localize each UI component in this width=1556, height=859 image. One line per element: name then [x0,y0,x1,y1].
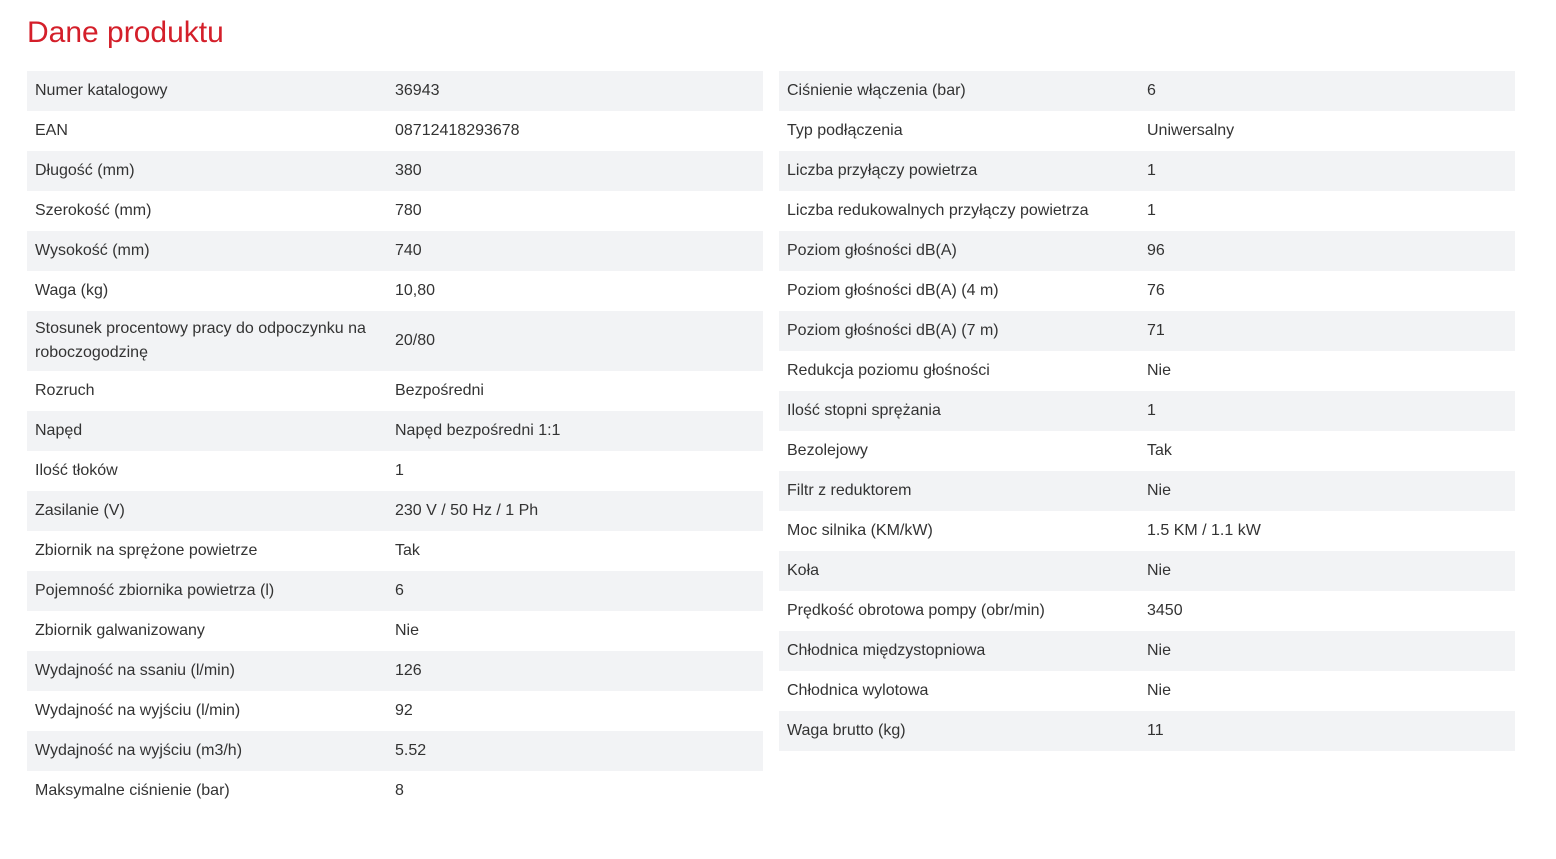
spec-value: 6 [1147,82,1156,99]
spec-row-waga-brutto [779,711,1515,751]
spec-value: 1 [1147,402,1156,419]
spec-value: Tak [1147,442,1172,459]
spec-value: 36943 [395,82,440,99]
spec-label: Poziom głośności dB(A) (4 m) [787,282,999,299]
spec-label: Prędkość obrotowa pompy (obr/min) [787,602,1045,619]
spec-row-zbiornik [27,531,763,571]
spec-value: Nie [1147,642,1172,659]
spec-row-liczba-przylaczy [779,151,1515,191]
spec-label: Napęd [35,422,83,439]
spec-value: 3450 [1147,602,1183,619]
spec-row-stosunek-pracy [27,311,763,371]
spec-value: 380 [395,162,422,179]
spec-row-cisnienie-wlaczenia [779,71,1515,111]
spec-value: 5.52 [395,742,427,759]
spec-table-right [779,71,1515,751]
spec-label: Ciśnienie włączenia (bar) [787,82,966,99]
spec-value: Nie [1147,482,1172,499]
spec-label: Rozruch [35,382,95,399]
spec-label: Poziom głośności dB(A) [787,242,957,259]
spec-value: Nie [395,622,420,639]
spec-row-wysokosc [27,231,763,271]
spec-value: Napęd bezpośredni 1:1 [395,422,561,439]
spec-row-wydajnosc-wyjscie-m3h [27,731,763,771]
spec-row-pojemnosc-zbiornika [27,571,763,611]
spec-row-redukcja-glosnosci [779,351,1515,391]
spec-table-left [27,71,763,811]
spec-row-numer-katalogowy [27,71,763,111]
spec-label: Pojemność zbiornika powietrza (l) [35,582,275,599]
page-title: Dane produktu [27,16,224,49]
spec-row-ean [27,111,763,151]
spec-value: 76 [1147,282,1165,299]
spec-row-chlodnica-wylotowa [779,671,1515,711]
spec-row-filtr-z-reduktorem [779,471,1515,511]
spec-label: Filtr z reduktorem [787,482,912,499]
spec-row-poziom-glosnosci-4m [779,271,1515,311]
spec-label: Chłodnica międzystopniowa [787,642,986,659]
spec-row-zbiornik-galwanizowany [27,611,763,651]
spec-label: Waga (kg) [35,282,109,299]
spec-row-chlodnica-miedzystopniowa [779,631,1515,671]
spec-label: Zbiornik na sprężone powietrze [35,542,258,559]
spec-label: Wysokość (mm) [35,242,150,259]
spec-value: Tak [395,542,420,559]
spec-row-maks-cisnienie [27,771,763,811]
spec-value: 96 [1147,242,1165,259]
spec-value: 71 [1147,322,1165,339]
spec-label: Koła [787,562,820,579]
spec-row-kola [779,551,1515,591]
spec-row-wydajnosc-ssanie [27,651,763,691]
spec-value: Uniwersalny [1147,122,1235,139]
spec-value: 6 [395,582,404,599]
spec-row-ilosc-stopni [779,391,1515,431]
spec-value: 126 [395,662,422,679]
spec-row-waga [27,271,763,311]
spec-value: 10,80 [395,282,436,299]
spec-value: 8 [395,782,404,799]
spec-value: Nie [1147,682,1172,699]
spec-label: Wydajność na wyjściu (l/min) [35,702,241,719]
spec-row-liczba-redukowalnych-przylaczy [779,191,1515,231]
spec-value: Bezpośredni [395,382,484,399]
spec-label: Liczba przyłączy powietrza [787,162,978,179]
spec-value: Nie [1147,562,1172,579]
spec-row-rozruch [27,371,763,411]
spec-label: Moc silnika (KM/kW) [787,522,933,539]
spec-label: Szerokość (mm) [35,202,152,219]
spec-label: Zasilanie (V) [35,502,125,519]
spec-row-typ-podlaczenia [779,111,1515,151]
spec-label: Zbiornik galwanizowany [35,622,205,639]
spec-label: Stosunek procentowy pracy do odpoczynku na roboczogodzinę [35,320,366,361]
spec-label: Wydajność na ssaniu (l/min) [35,662,235,679]
spec-row-poziom-glosnosci-7m [779,311,1515,351]
spec-row-naped [27,411,763,451]
spec-label: Typ podłączenia [787,122,903,139]
spec-value: 08712418293678 [395,122,520,139]
spec-value: 1 [395,462,404,479]
spec-row-wydajnosc-wyjscie-lmin [27,691,763,731]
spec-row-ilosc-tlokow [27,451,763,491]
spec-label: Numer katalogowy [35,82,168,99]
spec-value: 11 [1147,722,1164,739]
spec-row-poziom-glosnosci [779,231,1515,271]
spec-value: 1 [1147,162,1156,179]
spec-label: Poziom głośności dB(A) (7 m) [787,322,999,339]
spec-label: Waga brutto (kg) [787,722,906,739]
spec-label: Ilość stopni sprężania [787,402,941,419]
spec-label: Ilość tłoków [35,462,118,479]
spec-label: Bezolejowy [787,442,868,459]
spec-row-bezolejowy [779,431,1515,471]
spec-value: 20/80 [395,332,436,349]
spec-value: 230 V / 50 Hz / 1 Ph [395,502,539,519]
spec-label: EAN [35,122,68,139]
spec-label: Maksymalne ciśnienie (bar) [35,782,230,799]
spec-row-predkosc-obrotowa [779,591,1515,631]
spec-label: Długość (mm) [35,162,135,179]
spec-label: Wydajność na wyjściu (m3/h) [35,742,243,759]
spec-value: 1.5 KM / 1.1 kW [1147,522,1261,539]
spec-value: 1 [1147,202,1156,219]
spec-value: 780 [395,202,422,219]
spec-label: Redukcja poziomu głośności [787,362,990,379]
spec-row-zasilanie [27,491,763,531]
spec-value: Nie [1147,362,1172,379]
spec-row-dlugosc [27,151,763,191]
spec-label: Liczba redukowalnych przyłączy powietrza [787,202,1089,219]
spec-row-szerokosc [27,191,763,231]
spec-label: Chłodnica wylotowa [787,682,929,699]
spec-value: 92 [395,702,413,719]
spec-value: 740 [395,242,422,259]
spec-row-moc-silnika [779,511,1515,551]
